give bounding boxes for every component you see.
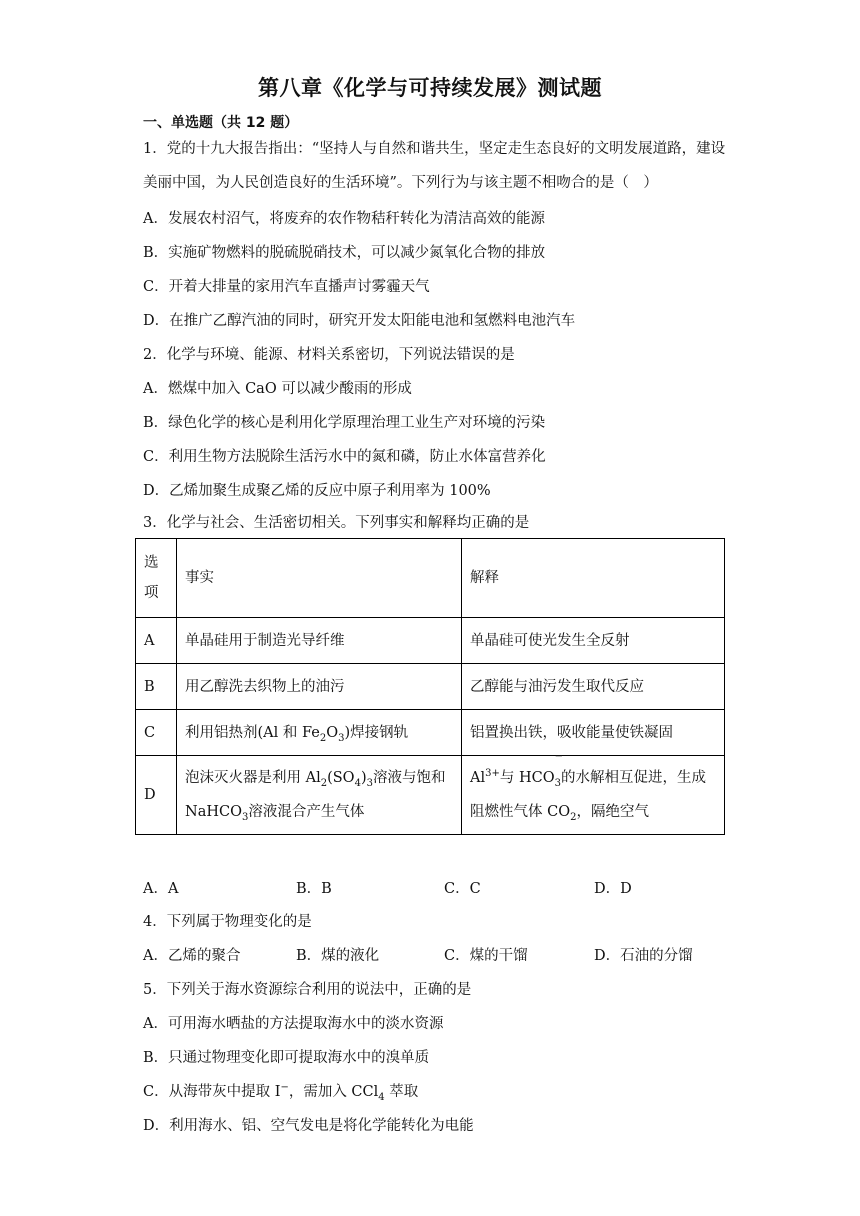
- row-fact: 用乙醇洗去织物上的油污: [177, 664, 462, 710]
- q3-table: [135, 538, 725, 835]
- q4-stem: 4．下列属于物理变化的是: [143, 914, 312, 930]
- q5-stem: 5．下列关于海水资源综合利用的说法中，正确的是: [143, 982, 472, 998]
- q2-option-a: A．燃煤中加入 CaO 可以减少酸雨的形成: [143, 381, 412, 397]
- header-fact: 事实: [177, 539, 462, 618]
- q1-stem: 1．党的十九大报告指出：“坚持人与自然和谐共生，坚定走生态良好的文明发展道路，建设美丽中国，为人民创造良好的生活环境”。下列行为与该主题不相吻合的是（ ）: [143, 141, 726, 191]
- q4-option-a: A．乙烯的聚合: [143, 948, 241, 964]
- table-row: [136, 756, 725, 835]
- q5-option-a: A．可用海水晒盐的方法提取海水中的淡水资源: [143, 1016, 444, 1032]
- page-title: 第八章《化学与可持续发展》测试题: [258, 76, 602, 100]
- q2-option-b: B．绿色化学的核心是利用化学原理治理工业生产对环境的污染: [143, 415, 546, 431]
- row-fact: 单晶硅用于制造光导纤维: [177, 618, 462, 664]
- header-option: 选项: [136, 539, 177, 618]
- q2-option-c: C．利用生物方法脱除生活污水中的氮和磷，防止水体富营养化: [143, 449, 546, 465]
- q1-option-a: A．发展农村沼气，将废弃的农作物秸秆转化为清洁高效的能源: [143, 211, 545, 227]
- q1-option-b: B．实施矿物燃料的脱硫脱硝技术，可以减少氮氧化合物的排放: [143, 245, 546, 261]
- row-explanation: 铝置换出铁，吸收能量使铁凝固: [462, 710, 725, 756]
- q4-option-c: C．煤的干馏: [444, 948, 528, 964]
- q1-option-d: D．在推广乙醇汽油的同时，研究开发太阳能电池和氢燃料电池汽车: [143, 313, 576, 329]
- row-explanation: 乙醇能与油污发生取代反应: [462, 664, 725, 710]
- row-key: D: [136, 756, 177, 835]
- q3-option-b: B．B: [296, 881, 332, 897]
- table-row: [136, 710, 725, 756]
- header-explanation: 解释: [462, 539, 725, 618]
- q3-stem: 3．化学与社会、生活密切相关。下列事实和解释均正确的是: [143, 515, 530, 531]
- row-key: C: [136, 710, 177, 756]
- q5-option-b: B．只通过物理变化即可提取海水中的溴单质: [143, 1050, 430, 1066]
- table-header-row: [136, 539, 725, 618]
- row-key: B: [136, 664, 177, 710]
- q4-option-d: D．石油的分馏: [594, 948, 693, 964]
- q4-option-b: B．煤的液化: [296, 948, 380, 964]
- row-explanation: 单晶硅可使光发生全反射: [462, 618, 725, 664]
- table-row: [136, 618, 725, 664]
- q3-option-a: A．A: [143, 881, 179, 897]
- q2-stem: 2．化学与环境、能源、材料关系密切，下列说法错误的是: [143, 347, 515, 363]
- q5-option-c: C．从海带灰中提取 I−，需加入 CCl$_4$ 萃取: [143, 1082, 419, 1103]
- row-fact: 利用铝热剂(Al 和 $Fe_2O_3$)焊接钢轨: [177, 710, 462, 756]
- q1-option-c: C．开着大排量的家用汽车直播声讨雾霾天气: [143, 279, 430, 295]
- q5-option-d: D．利用海水、铝、空气发电是将化学能转化为电能: [143, 1118, 474, 1134]
- table-row: [136, 664, 725, 710]
- row-explanation: $Al^{3+}$与 $HCO_3$ − 的水解相互促进，生成 阻燃性气体 $CO_2$，隔绝空气: [462, 756, 725, 835]
- row-fact: 泡沫灭火器是利用 $Al_2(SO_4)_3$溶液与饱和 NaHCO$_3$溶液混合产生气体: [177, 756, 462, 835]
- q2-option-d: D．乙烯加聚生成聚乙烯的反应中原子利用率为 100%: [143, 483, 491, 499]
- q3-option-d: D．D: [594, 881, 632, 897]
- q3-option-c: C．C: [444, 881, 481, 897]
- section-heading: 一、单选题（共 12 题）: [143, 115, 299, 131]
- row-key: A: [136, 618, 177, 664]
